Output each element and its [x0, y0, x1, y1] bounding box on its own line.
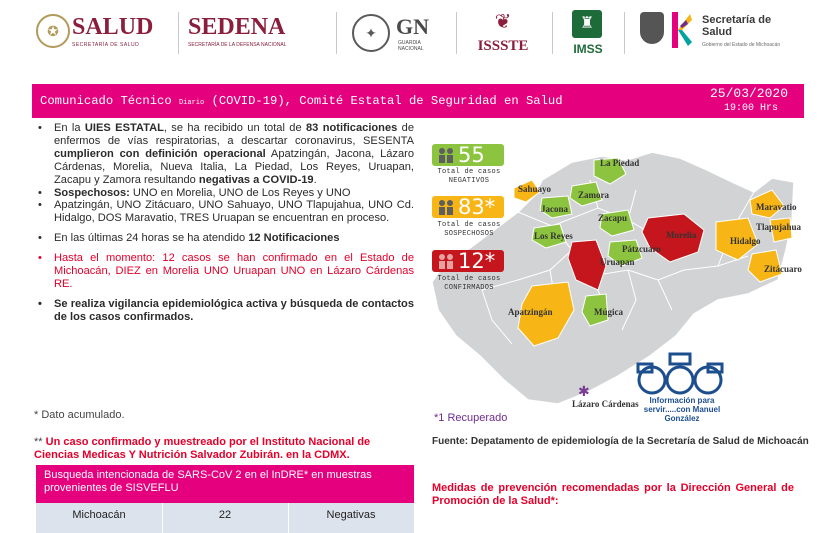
source-note: Fuente: Depatamento de epidemiología de la Secretaría de Salud de Michoacán [432, 436, 809, 447]
imss-eagle-icon: ♜ [572, 10, 602, 38]
map-label-morelia: Morelia [666, 230, 697, 240]
header-divider [178, 12, 179, 54]
eagle-seal-icon: ✪ [36, 14, 70, 48]
map-label-zitacuaro: Zitácuaro [764, 264, 802, 274]
confirmed-cases-caption: Total de casos CONFIRMADOS [437, 275, 501, 292]
gn-logo-sub: GUARDIA NACIONAL [398, 40, 424, 52]
map-label-sahuayo: Sahuayo [518, 184, 552, 194]
negative-cases-value: 55 [458, 143, 485, 167]
table-cell-state: Michoacán [72, 509, 126, 521]
map-label-mugica: Múgica [594, 307, 623, 317]
michoacan-k-icon [672, 12, 692, 48]
suspect-cases-caption: Total de casos SOSPECHOSOS [437, 221, 501, 238]
table-cell-result: Negativas [326, 509, 376, 521]
watermark-logo [624, 352, 736, 430]
table-cell-count: 22 [218, 509, 232, 521]
salud-logo-sub: SECRETARÍA DE SALUD [72, 42, 140, 48]
suspect-cases-badge [432, 196, 504, 218]
guardia-seal-icon: ✦ [352, 14, 390, 52]
michoacan-logo-name: Secretaría de Salud [702, 14, 772, 38]
header-divider [624, 12, 625, 54]
accumulated-note: * Dato acumulado. [34, 409, 125, 421]
people-icon [436, 253, 456, 269]
bulletin-list [38, 122, 414, 324]
bullet-last-24h: • En las últimas 24 horas se ha atendido 12 Notificaciones [38, 232, 414, 245]
gn-logo [352, 12, 444, 56]
confirmed-cases-badge [432, 250, 504, 272]
map-label-tlapujahua: Tlapujahua [756, 222, 802, 232]
map-label-maravatio: Maravatio [756, 202, 797, 212]
sedena-logo-name: SEDENA [188, 14, 286, 40]
imss-logo [570, 10, 606, 56]
michoacan-logo [640, 12, 790, 56]
issste-emblem-icon: ❦ [494, 11, 512, 33]
imss-logo-name: IMSS [573, 42, 603, 56]
people-icon [436, 199, 456, 215]
header-divider [552, 12, 553, 54]
bullet-notifications: • En la UIES ESTATAL, se ha recibido un total de 83 notificaciones de enfermos de vías respiratorias, a descartar coronavirus, SESENTA cumplieron con definición operacional Apatzingán, Jacona, Lázaro Cárdenas, Morelia, Nueva Italia, La Piedad, Los Reyes, Uruapan, Zacapu y Zamora resultando negativas a COVID-19. [38, 122, 414, 187]
report-time: 19:00 Hrs [723, 103, 778, 114]
map-label-patzcuaro: Pátzcuaro [622, 244, 661, 254]
recovered-marker: ✱ [578, 384, 590, 400]
cdmx-case-note: ** Un caso confirmado y muestreado por el Instituto Nacional de Ciencias Medicas Y Nutrición Salvador Zubirán. en la CDMX. [34, 436, 371, 461]
indre-table-title: Busqueda intencionada de SARS-CoV 2 en el InDRE* en muestras provenientes de SISVEFLU [44, 469, 372, 494]
map-label-lazaro-cardenas: Lázaro Cárdenas [572, 399, 639, 409]
bullet-confirmed: • Hasta el momento: 12 casos se han confirmado en el Estado de Michoacán, DIEZ en Morelia UNO Uruapan UNO en Lázaro Cárdenas RE. [38, 252, 414, 291]
map-label-los-reyes: Los Reyes [534, 231, 573, 241]
issste-logo [470, 10, 536, 56]
michoacan-logo-sub: Gobierno del Estado de Michoacán [702, 42, 781, 48]
report-date: 25/03/2020 [709, 86, 788, 101]
suspect-cases-value: 83* [458, 195, 496, 219]
prevention-measures-heading: Medidas de prevención recomendadas por la Dirección General de Promoción de la Salud*: [432, 482, 794, 507]
watermark-text: Información para servir.....con Manuel González [643, 396, 721, 423]
indre-table-header [36, 465, 414, 503]
megaphone-hands-icon [630, 352, 730, 396]
salud-logo [36, 14, 176, 54]
bullet-surveillance: • Se realiza vigilancia epidemiológica activa y búsqueda de contactos de los casos confirmados. [38, 298, 414, 324]
map-label-apatzingan: Apatzingán [508, 307, 553, 317]
sedena-logo [188, 14, 330, 54]
negative-cases-badge [432, 144, 504, 166]
sedena-logo-sub: SECRETARÍA DE LA DEFENSA NACIONAL [188, 42, 287, 48]
negative-cases-caption: Total de casos NEGATIVOS [437, 168, 501, 185]
map-label-hidalgo: Hidalgo [730, 236, 761, 246]
michoacan-shield-icon [640, 12, 664, 44]
title-text: Comunicado Técnico Diario (COVID-19), Comité Estatal de Seguridad en Salud [40, 94, 563, 108]
people-icon [436, 147, 456, 163]
map-label-jacona: Jacona [541, 204, 568, 214]
bullet-suspects: • Sospechosos: UNO en Morelia, UNO de Los Reyes y UNO [38, 187, 414, 200]
recovered-note: *1 Recuperado [434, 412, 508, 424]
map-label-la-piedad: La Piedad [600, 158, 640, 168]
gn-logo-name: GN [396, 14, 429, 39]
map-label-uruapan: Uruapan [600, 257, 635, 267]
confirmed-cases-value: 12* [458, 249, 496, 273]
table-row [36, 503, 414, 533]
header-divider [336, 12, 337, 54]
issste-logo-name: ISSSTE [477, 38, 529, 54]
bullet-in-process: • Apatzingán, UNO Zitácuaro, UNO Sahuayo, UNO Tlapujahua, UNO Cd. Hidalgo, DOS Maravatio, TRES Uruapan se encuentran en proceso. [38, 199, 414, 225]
map-label-zacapu: Zacapu [598, 213, 628, 223]
header-divider [456, 12, 457, 54]
salud-logo-name: SALUD [72, 14, 154, 40]
map-label-zamora: Zamora [578, 190, 609, 200]
title-bar [32, 84, 804, 118]
